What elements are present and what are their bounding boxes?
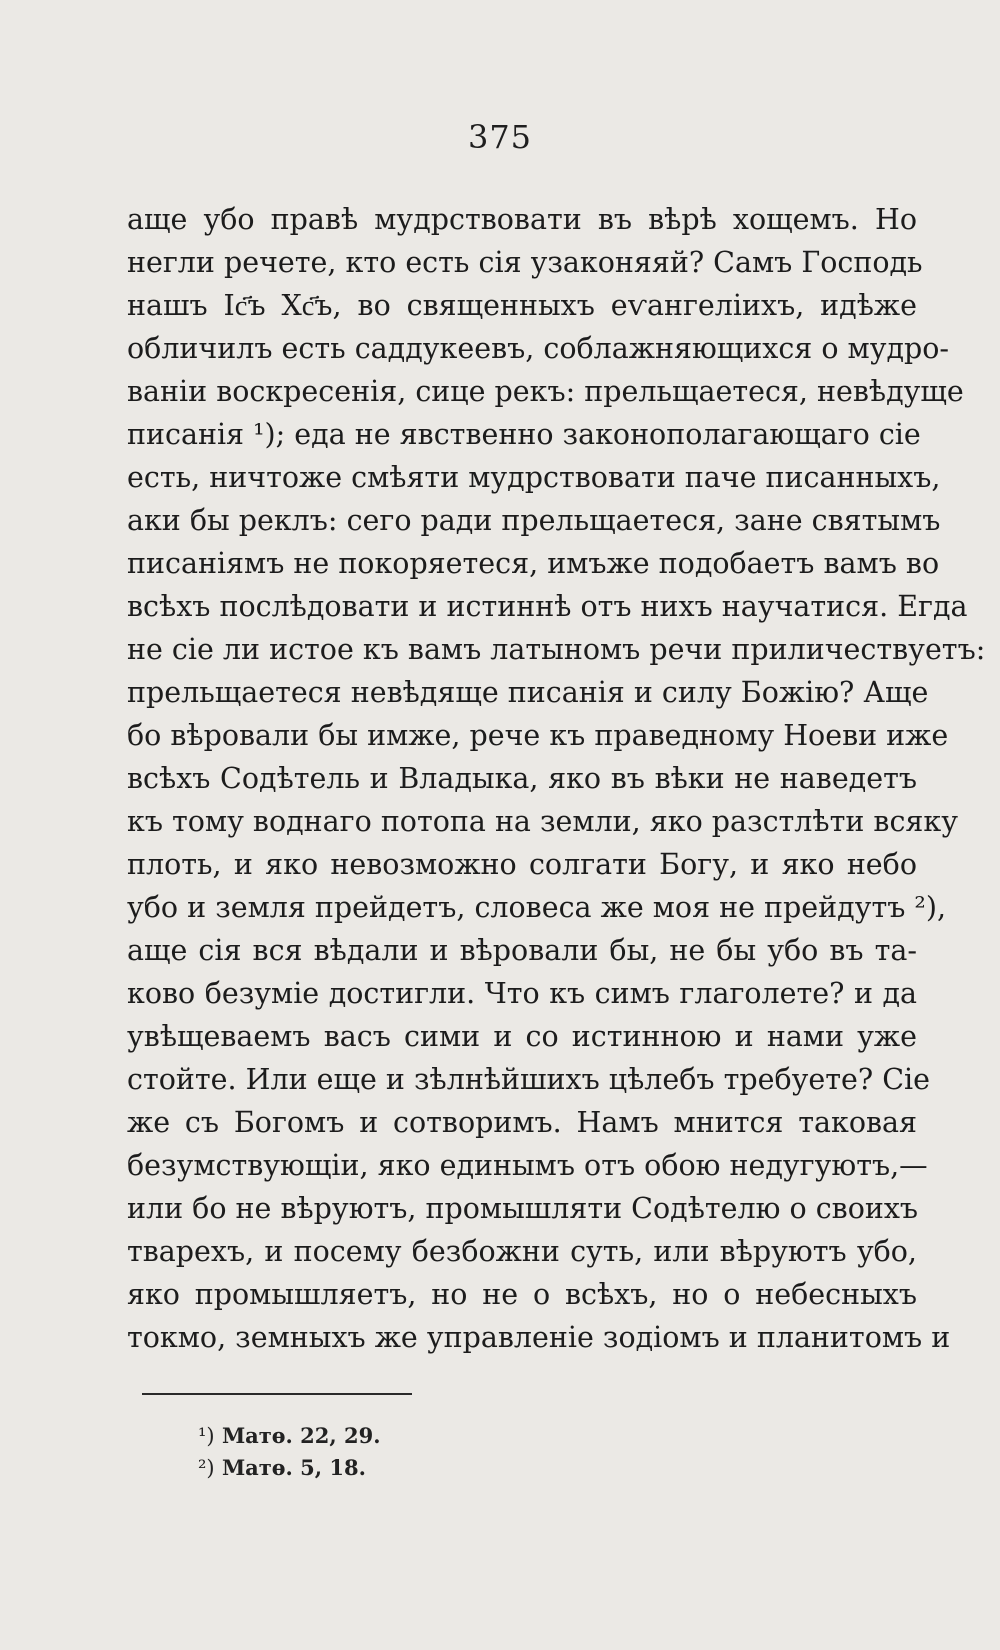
text-line: прельщаетеся невѣдяще писанія и силу Божію? Аще [127,676,929,709]
body-text [127,198,986,1359]
text-line: стойте. Или еще и зѣлнѣйшихъ цѣлебъ требуете? Сіе [127,1063,931,1096]
text-line: же съ Богомъ и сотворимъ. Намъ мнится таковая [127,1106,917,1139]
text-line: токмо, земныхъ же управленіе зодіомъ и планитомъ и [127,1321,951,1354]
footnote-mark: ¹) [198,1424,215,1448]
text-line: ково безуміе достигли. Что къ симъ глаголете? и да [127,977,917,1010]
text-line: яко промышляетъ, но не о всѣхъ, но о небесныхъ [127,1278,917,1311]
text-line: ваніи воскресенія, сице рекъ: прельщаетеся, невѣдуще [127,375,964,408]
page-number: 375 [467,118,533,156]
text-line: нашъ Іс҃ъ Хс҃ъ, во священныхъ еѵангеліихъ, идѣже [127,289,917,322]
text-line: обличилъ есть саддукеевъ, соблажняющихся о мудро- [127,332,950,365]
text-line: всѣхъ послѣдовати и истиннѣ отъ нихъ научатися. Егда [127,590,968,623]
text-line: есть, ничтоже смѣяти мудрствовати паче писанныхъ, [127,461,941,494]
footnote [198,1420,698,1452]
text-line: тварехъ, и посему безбожни суть, или вѣруютъ убо, [127,1235,917,1268]
text-line: безумствующіи, яко единымъ отъ обою недугуютъ,— [127,1149,928,1182]
text-line: къ тому воднаго потопа на земли, яко разстлѣти всяку [127,805,958,838]
text-line: убо и земля прейдетъ, словеса же моя не прейдутъ ²), [127,891,947,924]
text-line: писаніямъ не покоряетеся, имъже подобаетъ вамъ во [127,547,940,580]
text-line: не сіе ли истое къ вамъ латыномъ речи приличествуетъ: [127,633,986,666]
text-line: писанія ¹); еда не явственно законополагающаго сіе [127,418,921,451]
footnote-divider [142,1393,412,1395]
text-line: аки бы реклъ: сего ради прельщаетеся, зане святымъ [127,504,941,537]
text-line: бо вѣровали бы имже, рече къ праведному Ноеви иже [127,719,949,752]
text-line: аще убо правѣ мудрствовати въ вѣрѣ хощемъ. Но [127,203,917,236]
text-line: увѣщеваемъ васъ сими и со истинною и нами уже [127,1020,917,1053]
text-line: негли речете, кто есть сія узаконяяй? Самъ Господь [127,246,923,279]
text-line: плоть, и яко невозможно солгати Богу, и яко небо [127,848,917,881]
footnotes [198,1420,698,1484]
footnote [198,1452,698,1484]
text-line: или бо не вѣруютъ, промышляти Содѣтелю о своихъ [127,1192,919,1225]
footnote-text: Матѳ. 5, 18. [221,1455,366,1480]
text-line: всѣхъ Содѣтель и Владыка, яко въ вѣки не наведетъ [127,762,917,795]
footnote-text: Матѳ. 22, 29. [221,1423,381,1448]
text-line: аще сія вся вѣдали и вѣровали бы, не бы убо въ та- [127,934,917,967]
footnote-mark: ²) [198,1456,215,1480]
